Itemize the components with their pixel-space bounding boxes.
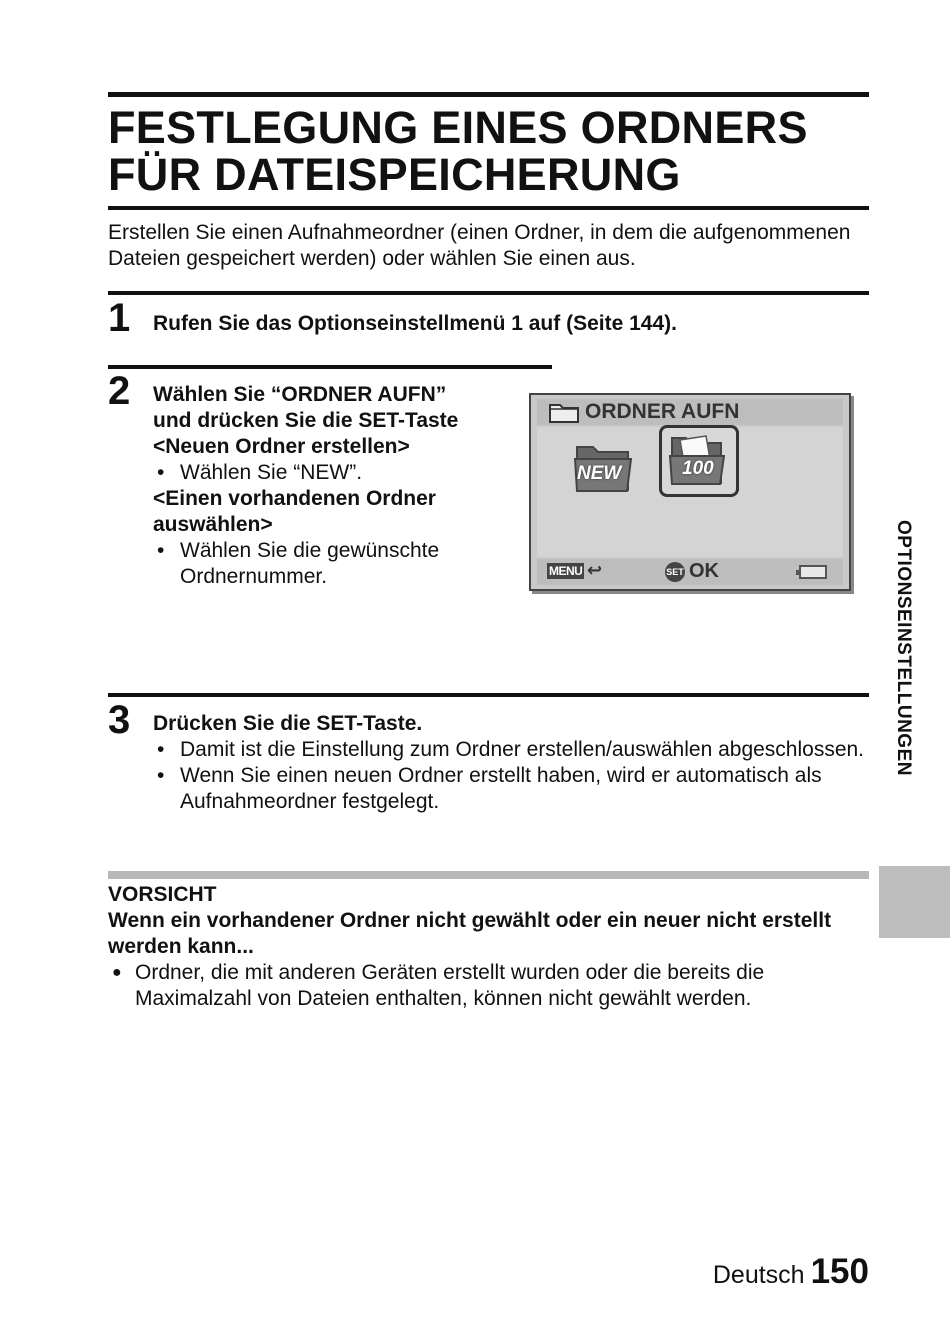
screen-title: ORDNER AUFN <box>585 400 740 423</box>
folder-icon <box>549 401 579 423</box>
page-number: 150 <box>810 1252 869 1291</box>
side-tab-label: OPTIONSEINSTELLUNGEN <box>893 520 914 776</box>
step3-bullet-1 <box>153 737 869 763</box>
bullet-dot: • <box>157 539 165 562</box>
step2-head-line2: und drücken Sie die SET-Taste <box>153 409 459 432</box>
bullet-dot: ● <box>112 964 122 981</box>
step1-rule <box>108 291 869 295</box>
step3-content <box>153 711 869 815</box>
step2-sub2-bullet <box>153 538 513 590</box>
step2-rule <box>108 365 552 369</box>
step3-bullet-1-text: Damit ist die Einstellung zum Ordner erstellen/auswählen abgeschlossen. <box>180 738 865 761</box>
page-footer <box>640 1252 869 1292</box>
top-rule <box>108 92 869 97</box>
step3-number: 3 <box>108 698 131 742</box>
page-title <box>108 104 868 198</box>
caution-bullet-text: Ordner, die mit anderen Geräten erstellt wurden oder die bereits die Maximalzahl von Dateien enthalten, können nicht gewählt werden. <box>135 961 765 1010</box>
caution-subtitle: Wenn ein vorhandener Ordner nicht gewählt oder ein neuer nicht erstellt werden kann... <box>108 909 832 958</box>
back-arrow-icon: ↩ <box>587 560 603 580</box>
bullet-dot: • <box>157 738 165 761</box>
set-button-icon: SET <box>665 562 685 582</box>
caution-title: VORSICHT <box>108 883 217 906</box>
folder-number-label: 100 <box>682 458 714 479</box>
selected-folder-option <box>659 425 739 497</box>
step2-sub1-bullet <box>153 460 513 486</box>
step1-number: 1 <box>108 296 131 340</box>
bullet-dot: • <box>157 461 165 484</box>
camera-screen <box>529 393 851 591</box>
step3-rule <box>108 693 869 697</box>
title-rule <box>108 206 869 210</box>
intro-text: Erstellen Sie einen Aufnahmeordner (einen Ordner, in dem die aufgenommenen Dateien gespeichert werden) oder wählen Sie einen aus. <box>108 221 851 270</box>
step2-number: 2 <box>108 369 131 413</box>
screen-header <box>537 399 843 425</box>
bullet-dot: • <box>157 764 165 787</box>
step2-sub1-title: <Neuen Ordner erstellen> <box>153 435 410 458</box>
step2-sub1-bullet-text: Wählen Sie “NEW”. <box>180 461 363 484</box>
footer-language: Deutsch <box>712 1261 805 1289</box>
step2-sub2-title: <Einen vorhandenen Ordner auswählen> <box>153 487 436 536</box>
screen-footer <box>537 559 843 585</box>
step1-text: Rufen Sie das Optionseinstellmenü 1 auf (Seite 144). <box>153 312 677 335</box>
step2-head-line1: Wählen Sie “ORDNER AUFN” <box>153 383 447 406</box>
step3-head: Drücken Sie die SET-Taste. <box>153 712 423 735</box>
battery-icon <box>799 565 827 579</box>
new-folder-option <box>573 437 633 495</box>
menu-button-icon: MENU <box>549 564 583 578</box>
step3-bullet-2-text: Wenn Sie einen neuen Ordner erstellt haben, wird er automatisch als Aufnahmeordner festgelegt. <box>180 764 822 813</box>
step3-bullet-2 <box>153 763 869 815</box>
step2-content <box>153 382 513 590</box>
caution-box <box>108 882 878 1012</box>
side-tab-block <box>879 866 950 938</box>
step2-sub2-bullet-text: Wählen Sie die gewünschte Ordnernummer. <box>180 539 440 588</box>
ok-label: OK <box>689 560 719 582</box>
title-line-1: FESTLEGUNG EINES ORDNERS <box>108 102 808 153</box>
screen-content <box>537 427 843 557</box>
caution-bar <box>108 871 869 879</box>
title-line-2: FÜR DATEISPEICHERUNG <box>108 149 681 200</box>
new-folder-label: NEW <box>577 463 622 484</box>
caution-bullet <box>108 960 878 1012</box>
